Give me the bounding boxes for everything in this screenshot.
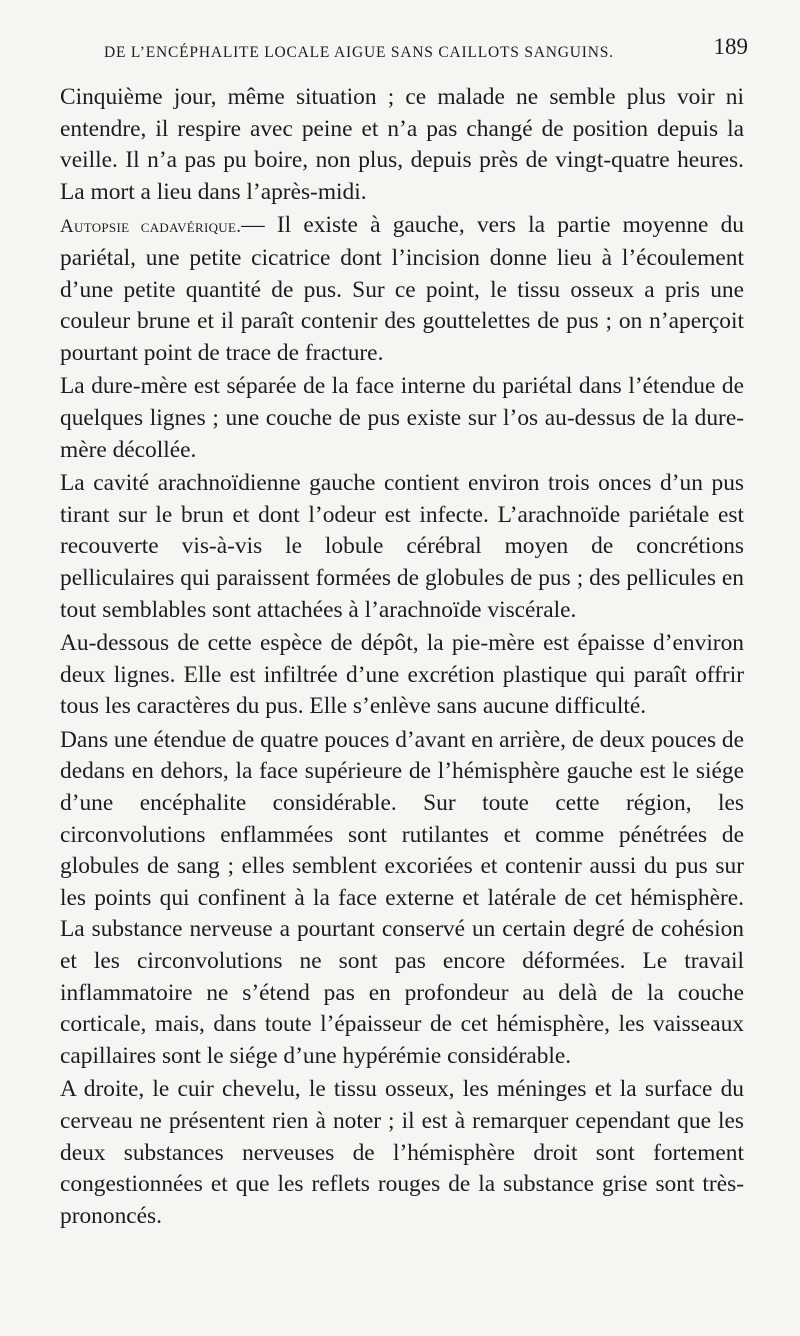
section-lead: Autopsie cadavérique.	[60, 216, 242, 238]
paragraph	[60, 468, 744, 626]
paragraph-text: Dans une étendue de quatre pouces d’avant en arrière, de deux pouces de dedans en dehors, la face supérieure de l’hémisphère gauche est le siége d’une encéphalite considérable. Sur toute cette région, les circonvolutions enflammées sont rutilantes et comme pénétrées de globules de sang ; elles semblent excoriées et contenir aussi du pus sur les points qui confinent à la face externe et latérale de cet hémisphère. La substance nerveuse a pourtant conservé un certain degré de cohésion et les circonvolutions ne sont pas encore déformées. Le travail inflammatoire ne s’étend pas en profondeur au delà de la couche corticale, mais, dans toute l’épaisseur de cet hémisphère, les vaisseaux capillaires sont le siége d’une hypérémie considérable.	[60, 726, 744, 1069]
paragraph-text: Cinquième jour, même situation ; ce malade ne semble plus voir ni entendre, il respire avec peine et n’a pas changé de position depuis la veille. Il n’a pas pu boire, non plus, depuis près de vingt-quatre heures. La mort a lieu dans l’après-midi.	[60, 84, 744, 205]
paragraph	[60, 1074, 744, 1232]
page-number: 189	[713, 34, 748, 59]
paragraph-text: A droite, le cuir chevelu, le tissu osseux, les méninges et la surface du cerveau ne présentent rien à noter ; il est à remarquer cependant que les deux substances nerveuses de l’hémisphère droit sont fortement congestionnées et que les reflets rouges de la substance grise sont très-prononcés.	[60, 1076, 744, 1229]
paragraph	[60, 82, 744, 208]
paragraph	[60, 210, 744, 369]
running-head: DE L’ENCÉPHALITE LOCALE AIGUE SANS CAILLOTS SANGUINS.	[104, 44, 614, 61]
paragraph	[60, 628, 744, 723]
paragraph-text: La dure-mère est séparée de la face interne du pariétal dans l’étendue de quelques lignes ; une couche de pus existe sur l’os au-dessus de la dure-mère décollée.	[60, 373, 744, 463]
paragraph-text: Au-dessous de cette espèce de dépôt, la pie-mère est épaisse d’environ deux lignes. Elle est infiltrée d’une excrétion plastique qui paraît offrir tous les caractères du pus. Elle s’enlève sans aucune difficulté.	[60, 630, 744, 720]
paragraph-text: — Il existe à gauche, vers la partie moyenne du pariétal, une petite cicatrice dont l’incision donne lieu à l’écoulement d’une petite quantité de pus. Sur ce point, le tissu osseux a pris une couleur brune et il paraît contenir des gouttelettes de pus ; on n’aperçoit pourtant point de trace de fracture.	[60, 212, 744, 366]
paragraph	[60, 371, 744, 466]
paragraph	[60, 725, 744, 1073]
page-header	[60, 34, 748, 74]
paragraph-text: La cavité arachnoïdienne gauche contient environ trois onces d’un pus tirant sur le brun et dont l’odeur est infecte. L’arachnoïde pariétale est recouverte vis-à-vis le lobule cérébral moyen de concrétions pelliculaires qui paraissent formées de globules de pus ; des pellicules en tout semblables sont attachées à l’arachnoïde viscérale.	[60, 470, 744, 623]
page-body	[60, 82, 744, 1232]
